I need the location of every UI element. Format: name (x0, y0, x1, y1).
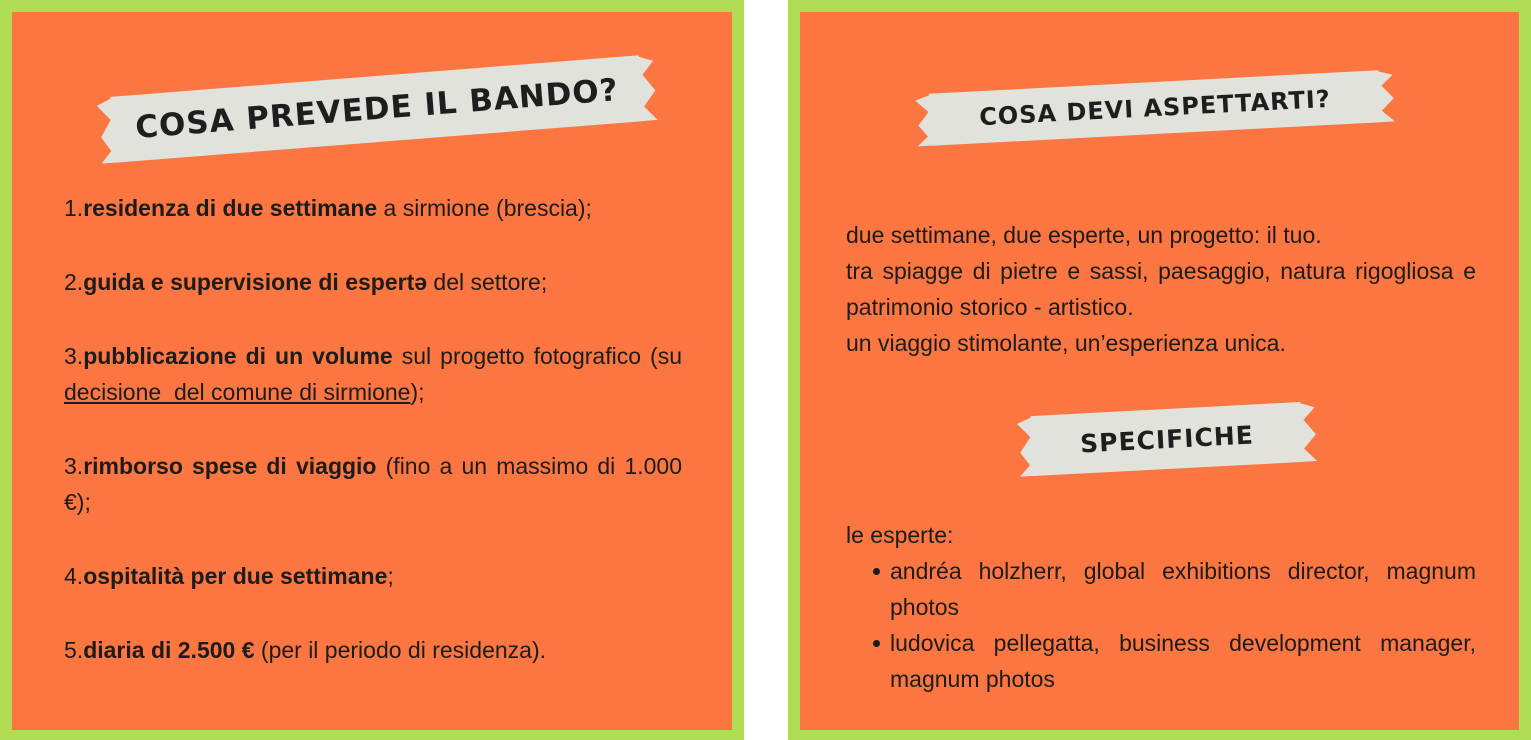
left-heading: COSA PREVEDE IL BANDO? (134, 72, 620, 146)
expert-item: ludovica pellegatta, business development manager, magnum photos (890, 625, 1476, 697)
decision-link[interactable]: decisione del comune di sirmione (64, 379, 411, 405)
benefit-item: 5.diaria di 2.500 € (per il periodo di residenza). (64, 637, 546, 663)
left-panel (0, 0, 744, 740)
right-heading-tape (929, 70, 1381, 145)
specs-heading-tape (1031, 402, 1304, 476)
specs-heading: SPECIFICHE (1079, 419, 1255, 459)
benefit-item: 1.residenza di due settimane a sirmione (brescia); (64, 195, 592, 221)
intro-line: tra spiagge di pietre e sassi, paesaggio, natura rigogliosa e patrimonio storico - artistico. (846, 258, 1476, 320)
right-panel (788, 0, 1531, 740)
experts-label: le esperte: (846, 522, 954, 548)
benefit-item: 3.rimborso spese di viaggio (fino a un massimo di 1.000 €); (64, 453, 682, 515)
benefit-item: 4.ospitalità per due settimane; (64, 563, 394, 589)
experts-list (846, 553, 1476, 697)
expectations-text (846, 217, 1476, 361)
intro-line: due settimane, due esperte, un progetto: il tuo. (846, 222, 1322, 248)
expert-item: andréa holzherr, global exhibitions director, magnum photos (890, 553, 1476, 625)
left-heading-tape (110, 55, 644, 162)
experts-section (846, 517, 1476, 697)
benefit-item: 2.guida e supervisione di espertə del settore; (64, 269, 548, 295)
benefit-item: 3.pubblicazione di un volume sul progetto fotografico (su decisione del comune di sirmione); (64, 343, 682, 405)
right-heading: COSA DEVI ASPETTARTI? (978, 84, 1332, 132)
intro-line: un viaggio stimolante, un’esperienza unica. (846, 330, 1286, 356)
benefits-list (64, 190, 682, 706)
